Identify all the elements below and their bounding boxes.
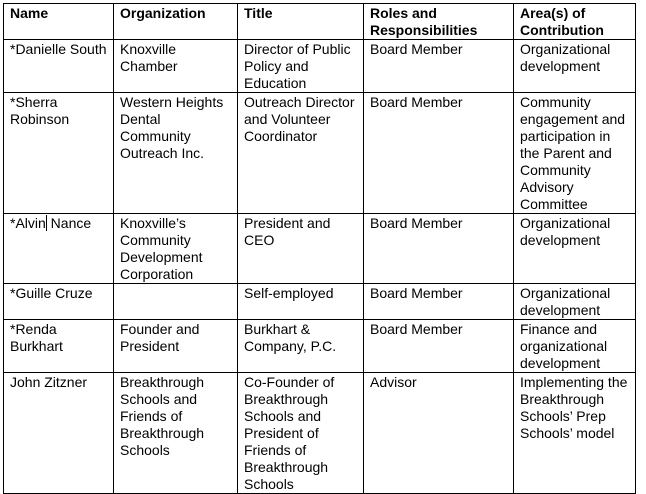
cell-organization (114, 284, 238, 320)
header-area: Area(s) of Contribution (514, 4, 636, 40)
cell-roles: Board Member (364, 40, 514, 93)
name-first: *Alvin (10, 215, 46, 231)
cell-name: *Danielle South (4, 40, 114, 93)
table-row (4, 373, 636, 494)
table-row (4, 320, 636, 373)
name-last: Nance (46, 215, 92, 231)
cell-roles: Advisor (364, 373, 514, 494)
table-row (4, 93, 636, 214)
cell-area: Organizational development (514, 284, 636, 320)
cell-title: Director of Public Policy and Education (238, 40, 364, 93)
cell-name (4, 214, 114, 284)
header-roles: Roles and Responsibilities (364, 4, 514, 40)
cell-title: President and CEO (238, 214, 364, 284)
header-row (4, 4, 636, 40)
cell-roles: Board Member (364, 284, 514, 320)
table-row (4, 284, 636, 320)
table-row (4, 40, 636, 93)
cell-title: Burkhart & Company, P.C. (238, 320, 364, 373)
board-members-table (3, 3, 636, 494)
cell-name: *Renda Burkhart (4, 320, 114, 373)
cell-name: John Zitzner (4, 373, 114, 494)
cell-title: Co-Founder of Breakthrough Schools and President of Friends of Breakthrough Schools (238, 373, 364, 494)
cell-organization: Founder and President (114, 320, 238, 373)
cell-organization: Western Heights Dental Community Outreach Inc. (114, 93, 238, 214)
cell-area: Organizational development (514, 214, 636, 284)
header-name: Name (4, 4, 114, 40)
cell-area: Finance and organizational development (514, 320, 636, 373)
cell-roles: Board Member (364, 320, 514, 373)
cell-roles: Board Member (364, 93, 514, 214)
cell-name: *Guille Cruze (4, 284, 114, 320)
cell-title: Self-employed (238, 284, 364, 320)
cell-name: *Sherra Robinson (4, 93, 114, 214)
header-title: Title (238, 4, 364, 40)
cell-title: Outreach Director and Volunteer Coordinator (238, 93, 364, 214)
cell-organization: Knoxville Chamber (114, 40, 238, 93)
table-row (4, 214, 636, 284)
cell-area: Organizational development (514, 40, 636, 93)
cell-roles: Board Member (364, 214, 514, 284)
cell-area: Community engagement and participation in the Parent and Community Advisory Committee (514, 93, 636, 214)
cell-organization: Breakthrough Schools and Friends of Breakthrough Schools (114, 373, 238, 494)
header-organization: Organization (114, 4, 238, 40)
cell-organization: Knoxville’s Community Development Corporation (114, 214, 238, 284)
cell-area: Implementing the Breakthrough Schools’ Prep Schools’ model (514, 373, 636, 494)
